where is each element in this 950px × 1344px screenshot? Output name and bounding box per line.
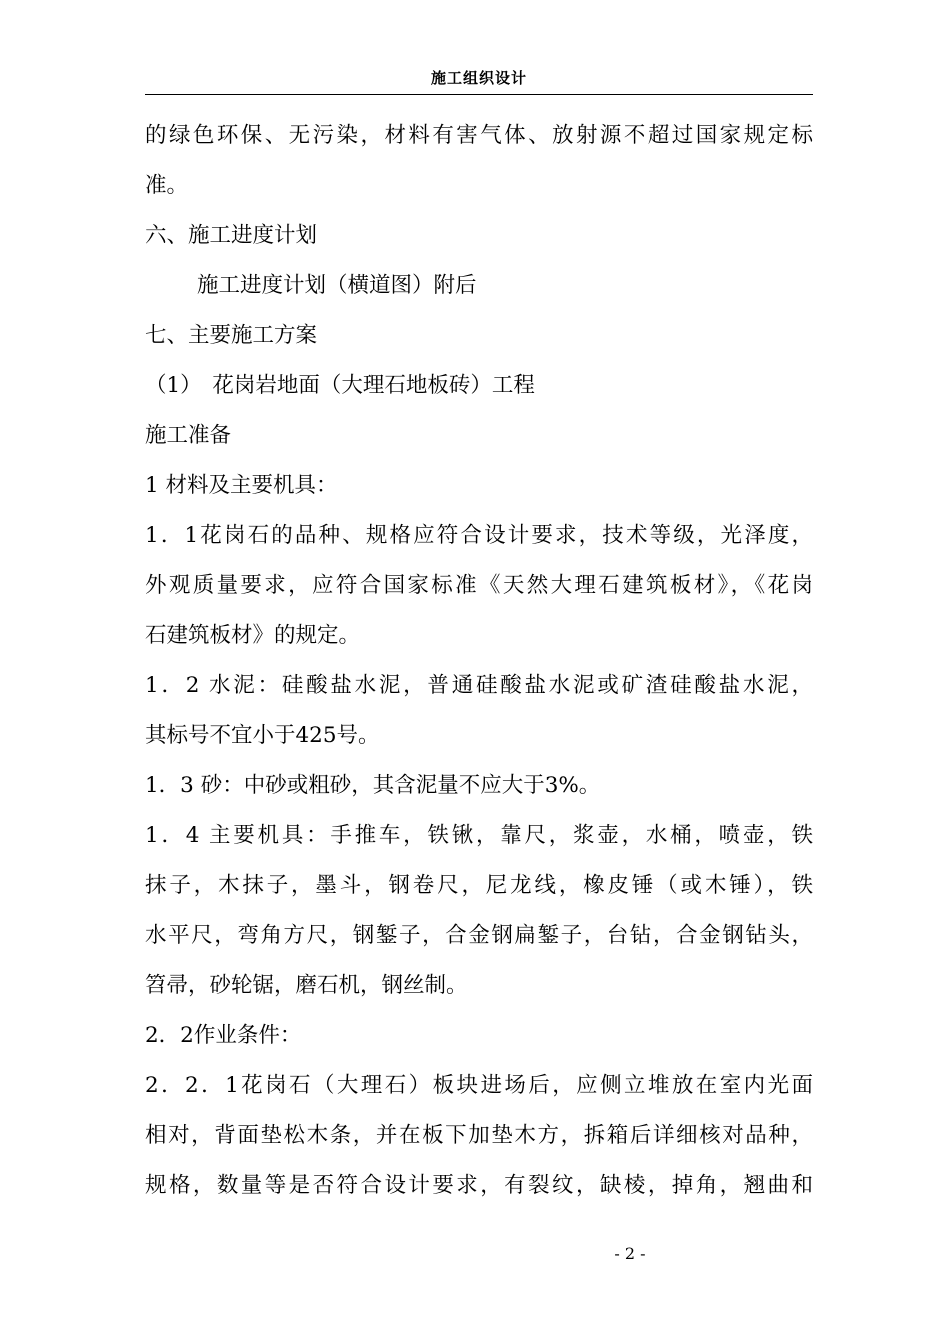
running-header-title: 施工组织设计 [430,69,527,87]
body-line: 1 材料及主要机具： [145,473,338,498]
body-line: 规格，数量等是否符合设计要求，有裂纹，缺棱，掉角，翘曲和 [145,1173,813,1198]
body-line: 外观质量要求，应符合国家标准《天然大理石建筑板材》，《花岗 [145,573,813,598]
page-number: - 2 - [614,1244,646,1263]
body-line: 施工准备 [145,423,232,448]
body-line: 2．2．1花岗石（大理石）板块进场后，应侧立堆放在室内光面 [145,1073,813,1098]
body-line: 1．4 主要机具：手推车，铁锹，靠尺，浆壶，水桶，喷壶，铁 [145,823,813,848]
body-line: 相对，背面垫松木条，并在板下加垫木方，拆箱后详细核对品种， [145,1123,813,1148]
body-line: （1） 花岗岩地面（大理石地板砖）工程 [145,373,535,398]
body-line: 抹子，木抹子，墨斗，钢卷尺，尼龙线，橡皮锤（或木锤），铁 [145,873,813,898]
body-line: 1．3 砂：中砂或粗砂，其含泥量不应大于3%。 [145,773,601,798]
body-line: 施工进度计划（横道图）附后 [197,273,477,298]
body-line: 石建筑板材》的规定。 [145,623,361,648]
body-line: 七、主要施工方案 [145,323,318,348]
body-line: 六、施工进度计划 [145,223,318,248]
body-line: 准。 [145,173,189,198]
body-line: 水平尺，弯角方尺，钢錾子，合金钢扁錾子，台钻，合金钢钻头， [145,923,813,948]
body-line: 2．2作业条件： [145,1023,302,1048]
header-rule [145,94,813,95]
body-line: 1．1花岗石的品种、规格应符合设计要求，技术等级，光泽度， [145,523,813,548]
body-line: 的绿色环保、无污染，材料有害气体、放射源不超过国家规定标 [145,123,813,148]
body-line: 笤帚，砂轮锯，磨石机，钢丝制。 [145,973,468,998]
body-text [145,111,813,1211]
body-line: 其标号不宜小于425号。 [145,723,380,748]
body-line: 1．2 水泥：硅酸盐水泥，普通硅酸盐水泥或矿渣硅酸盐水泥， [145,673,813,698]
